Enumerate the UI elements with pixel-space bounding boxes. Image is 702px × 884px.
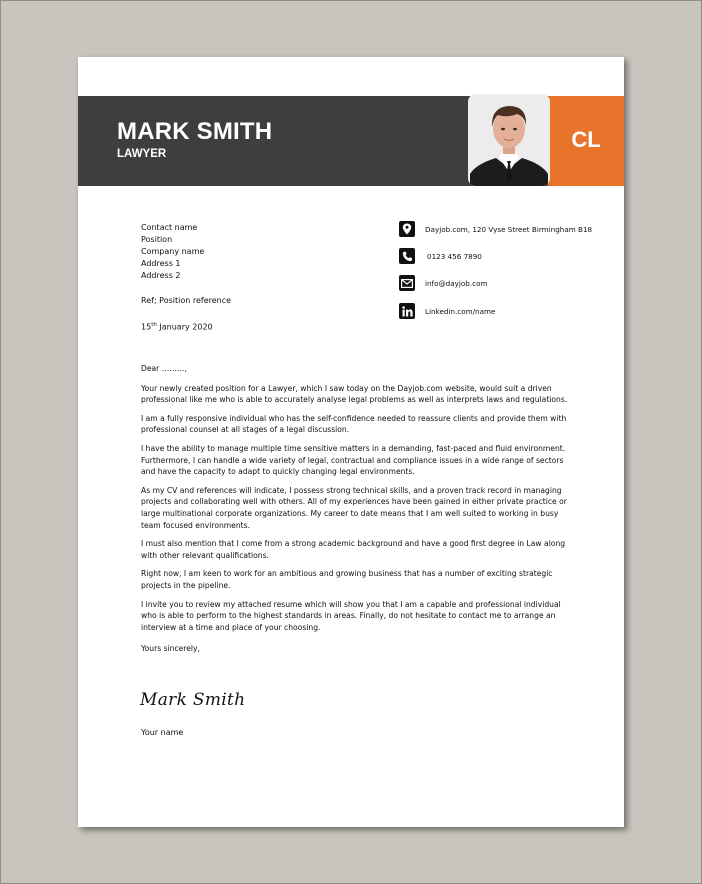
recipient-address-2: Address 2 — [141, 271, 181, 280]
recipient-company: Company name — [141, 247, 205, 256]
letter-paragraph-3: I have the ability to manage multiple time sensitive matters in a demanding, fast-paced and fluid environment. Furthermore, I can handle a wide variety of legal, contractual and compliance issues in a wide range of sectors and have the capacity to adapt to quickly changing legal environments. — [141, 443, 566, 477]
recipient-position: Position — [141, 235, 173, 244]
location-pin-icon — [399, 221, 415, 237]
date-day: 15 — [141, 322, 152, 332]
cl-badge — [548, 96, 624, 186]
email-icon — [399, 275, 415, 291]
contact-address: Dayjob.com, 120 Vyse Street Birmingham B18 — [425, 224, 593, 234]
contact-linkedin[interactable]: Linkedin.com/name — [425, 306, 496, 316]
position-reference: Ref; Position reference — [141, 296, 232, 305]
letter-paragraph-4: As my CV and references will indicate, I possess strong technical skills, and a proven track record in managing projects and collaborating well with others. All of my experiences have been gained in either private practice or large multinational corporate organizations. My career to date means that I am well suited to working in busy team focused environments. — [141, 485, 567, 530]
cover-letter-page — [78, 57, 624, 827]
contact-address-row — [399, 221, 592, 237]
contact-phone-row — [399, 248, 482, 264]
letter-paragraph-1: Your newly created position for a Lawyer, which I saw today on the Dayjob.com website, would suit a driven professional like me who is able to accurately analyse legal problems as well as interprets laws and regulations. — [141, 383, 568, 405]
letter-paragraph-5: I must also mention that I come from a strong academic background and have a good first degree in Law along with other relevant qualifications. — [141, 539, 566, 560]
linkedin-icon — [399, 303, 415, 319]
recipient-contact-name: Contact name — [141, 223, 198, 232]
recipient-address-1: Address 1 — [141, 259, 181, 268]
contact-linkedin-row — [399, 303, 495, 319]
date-month-year: January 2020 — [156, 322, 213, 332]
profile-photo — [468, 94, 550, 186]
handwritten-signature: Mark Smith — [140, 690, 246, 710]
applicant-role: LAWYER — [117, 148, 167, 160]
cl-badge-label: CL — [571, 127, 601, 152]
recipient-block — [141, 222, 231, 334]
contact-email-row — [399, 275, 487, 291]
date-suffix: th — [151, 322, 157, 328]
letter-paragraph-2: I am a fully responsive individual who has the self-confidence needed to reassure clients and provide them with professional counsel at all stages of a legal discussion. — [141, 413, 567, 435]
letter-body — [141, 363, 571, 662]
person-portrait-icon — [468, 94, 550, 186]
letter-paragraph-6: Right now, I am keen to work for an ambitious and growing business that has a number of exciting strategic projects in the pipeline. — [141, 569, 553, 590]
salutation: Dear ………, — [141, 364, 187, 373]
contact-email[interactable]: info@dayjob.com — [425, 278, 488, 288]
closing: Yours sincerely, — [141, 644, 200, 654]
letter-paragraph-7: I invite you to review my attached resume which will show you that I am a capable and professional individual who is able to perform to the highest standards in areas. Finally, do not hesitate to contact me to arrange an interview at a time and place of your choosing. — [141, 599, 561, 632]
phone-icon — [399, 248, 415, 264]
your-name: Your name — [141, 728, 184, 737]
letter-date — [141, 319, 231, 334]
applicant-name: MARK SMITH — [117, 118, 273, 145]
contact-phone: 0123 456 7890 — [427, 251, 482, 261]
